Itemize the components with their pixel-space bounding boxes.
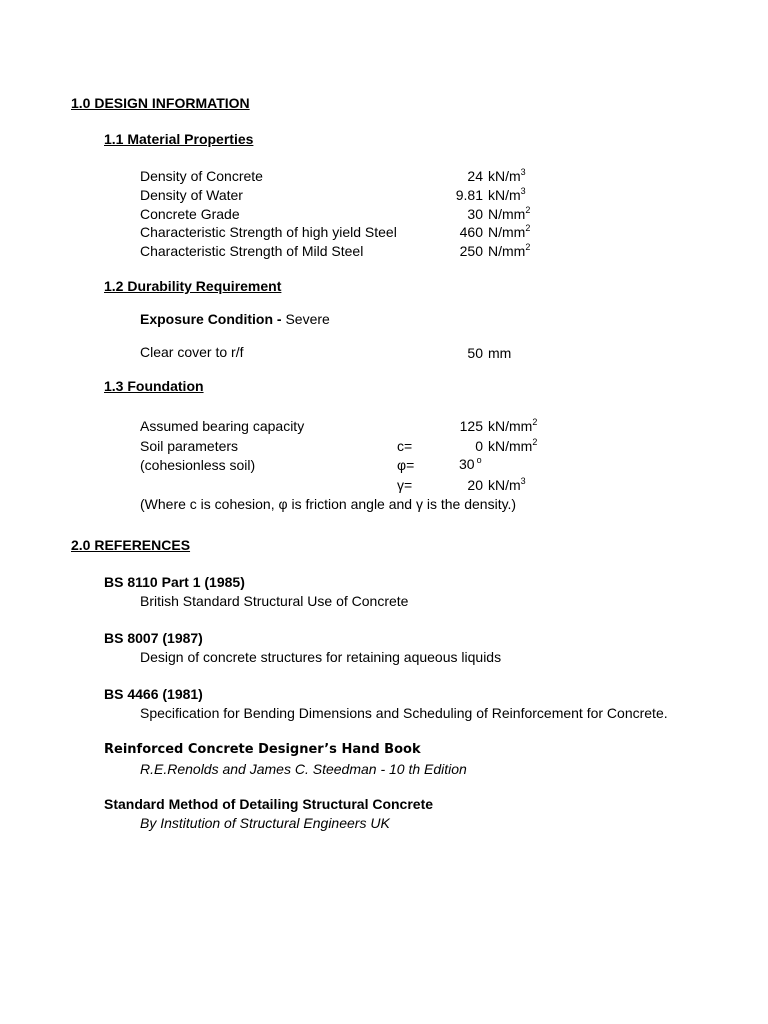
density-value: 20 <box>467 477 483 493</box>
material-unit: $N/mm^2$ <box>488 242 531 259</box>
cover-unit: mm <box>488 345 512 361</box>
reference-description: R.E.Renolds and James C. Steedman - 10 th Edition <box>140 761 467 777</box>
subsection-title-material-properties: 1.1 Material Properties <box>104 131 254 147</box>
cover-label: Clear cover to r/f <box>140 344 244 360</box>
cover-value: 50 <box>467 345 483 361</box>
material-value: 460 <box>459 224 483 240</box>
material-label: Density of Concrete <box>140 168 263 184</box>
material-value: 24 <box>467 168 483 184</box>
reference-description: Design of concrete structures for retaining aqueous liquids <box>140 649 502 665</box>
exposure-label: Exposure Condition - <box>140 311 282 327</box>
reference-title: Reinforced Concrete Designer’s Hand Book <box>104 742 421 757</box>
friction-angle-value: 30 $^o$ <box>459 455 482 472</box>
reference-description: British Standard Structural Use of Concrete <box>140 593 409 609</box>
density-unit: $kN/m^3$ <box>488 476 526 493</box>
exposure-condition <box>140 311 330 327</box>
section-title-design-information: 1.0 DESIGN INFORMATION <box>71 95 250 111</box>
bearing-unit: $kN/mm^2$ <box>488 417 538 434</box>
material-label: Density of Water <box>140 187 243 203</box>
reference-title: BS 8007 (1987) <box>104 630 203 646</box>
material-unit: $kN/m^3$ <box>488 186 526 203</box>
reference-description: Specification for Bending Dimensions and Scheduling of Reinforcement for Concrete. <box>140 705 668 721</box>
reference-title: BS 8110 Part 1 (1985) <box>104 574 245 590</box>
material-label: Characteristic Strength of Mild Steel <box>140 243 364 259</box>
cohesion-unit: $kN/mm^2$ <box>488 437 538 454</box>
soil-parameters-note: (Where c is cohesion, φ is friction angle and γ is the density.) <box>140 496 517 512</box>
cohesionless-label: (cohesionless soil) <box>140 457 256 473</box>
material-value: 9.81 <box>455 187 483 203</box>
reference-title: Standard Method of Detailing Structural Concrete <box>104 796 434 812</box>
density-symbol: γ= <box>397 477 413 493</box>
material-unit: $N/mm^2$ <box>488 223 531 240</box>
cohesion-symbol: c= <box>397 438 413 454</box>
reference-description: By Institution of Structural Engineers UK <box>140 815 390 831</box>
material-value: 250 <box>459 243 483 259</box>
exposure-value: Severe <box>281 311 330 327</box>
section-title-references: 2.0 REFERENCES <box>71 537 191 553</box>
subsection-title-foundation: 1.3 Foundation <box>104 378 204 394</box>
material-value: 30 <box>467 206 483 222</box>
reference-title: BS 4466 (1981) <box>104 686 203 702</box>
bearing-label: Assumed bearing capacity <box>140 418 305 434</box>
bearing-value: 125 <box>459 418 483 434</box>
material-label: Characteristic Strength of high yield Steel <box>140 224 397 240</box>
friction-angle-symbol: φ= <box>397 457 415 473</box>
material-label: Concrete Grade <box>140 206 240 222</box>
subsection-title-durability: 1.2 Durability Requirement <box>104 278 282 294</box>
material-unit: $N/mm^2$ <box>488 205 531 222</box>
cohesion-value: 0 <box>475 438 483 454</box>
material-unit: $kN/m^3$ <box>488 167 526 184</box>
soil-parameters-label: Soil parameters <box>140 438 239 454</box>
